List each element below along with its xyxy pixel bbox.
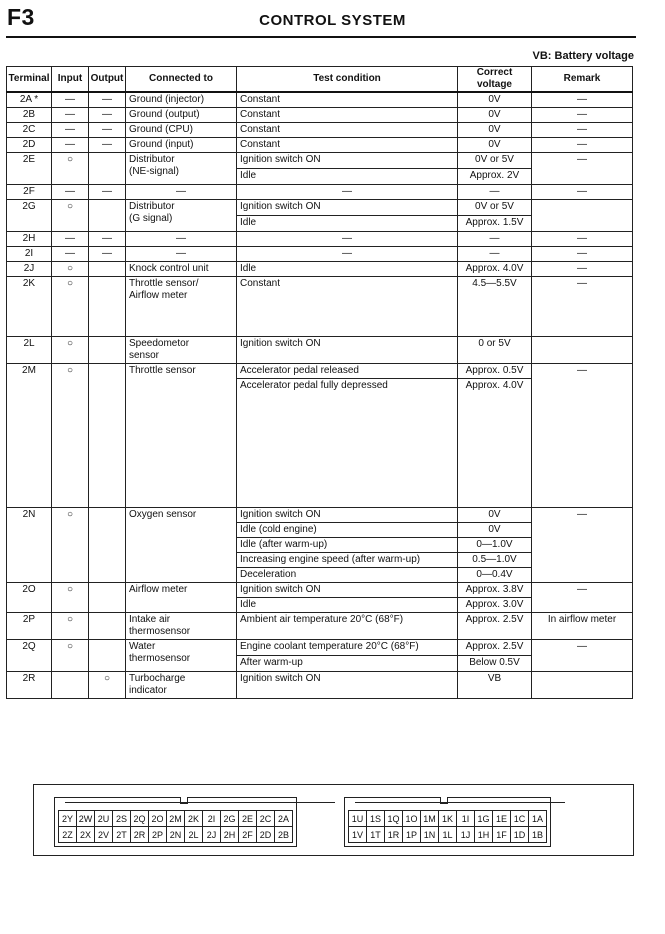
correct-voltage-cell: 0V [458, 523, 532, 538]
remark-cell: — [532, 262, 633, 277]
connector-diagram [33, 784, 634, 856]
pin-cell: 2A [275, 811, 293, 827]
input-cell: — [52, 108, 89, 123]
input-cell: ○ [52, 153, 89, 185]
correct-voltage-cell: 0.5—1.0V [458, 553, 532, 568]
pin-cell: 1T [367, 827, 385, 843]
pin-grid-2 [58, 810, 293, 843]
test-condition-cell: Idle [237, 262, 458, 277]
remark-cell [532, 337, 633, 364]
correct-voltage-cell: — [458, 232, 532, 247]
remark-cell: — [532, 364, 633, 508]
terminal-cell: 2Q [7, 640, 52, 672]
connected-to-cell: — [126, 185, 237, 200]
pin-cell: 2I [203, 811, 221, 827]
remark-cell: — [532, 508, 633, 583]
pin-cell: 1E [493, 811, 511, 827]
test-condition-cell: Ignition switch ON [237, 337, 458, 364]
pin-cell: 1U [349, 811, 367, 827]
output-cell [89, 613, 126, 640]
pin-cell: 2Y [59, 811, 77, 827]
terminal-cell: 2E [7, 153, 52, 185]
pin-cell: 2D [257, 827, 275, 843]
connected-to-cell: Speedometor sensor [126, 337, 237, 364]
pin-cell: 1P [403, 827, 421, 843]
terminal-cell: 2M [7, 364, 52, 508]
connected-to-cell: — [126, 232, 237, 247]
correct-voltage-cell: 0—1.0V [458, 538, 532, 553]
remark-cell: — [532, 583, 633, 613]
test-condition-cell: Constant [237, 108, 458, 123]
test-condition-cell: Ignition switch ON [237, 672, 458, 699]
correct-voltage-cell: Approx. 4.0V [458, 379, 532, 508]
remark-cell: In airflow meter [532, 613, 633, 640]
remark-cell: — [532, 108, 633, 123]
remark-cell: — [532, 247, 633, 262]
test-condition-cell: Ignition switch ON [237, 583, 458, 598]
connected-to-cell: Oxygen sensor [126, 508, 237, 583]
pin-cell: 2N [167, 827, 185, 843]
pin-cell: 2V [95, 827, 113, 843]
table-row [7, 200, 633, 216]
correct-voltage-cell: Approx. 0.5V [458, 364, 532, 379]
pin-cell: 1L [439, 827, 457, 843]
pin-cell: 1D [511, 827, 529, 843]
table-row [7, 640, 633, 656]
connected-to-cell: Ground (output) [126, 108, 237, 123]
test-condition-cell: Idle [237, 216, 458, 232]
terminal-cell: 2H [7, 232, 52, 247]
terminal-cell: 2L [7, 337, 52, 364]
output-cell [89, 364, 126, 508]
pin-row [349, 811, 547, 827]
correct-voltage-cell: — [458, 185, 532, 200]
correct-voltage-cell: Approx. 2V [458, 169, 532, 185]
connected-to-cell: Knock control unit [126, 262, 237, 277]
pin-cell: 2U [95, 811, 113, 827]
terminal-cell: 2R [7, 672, 52, 699]
remark-cell [532, 672, 633, 699]
connected-to-cell: Throttle sensor [126, 364, 237, 508]
terminal-cell: 2N [7, 508, 52, 583]
table-row [7, 232, 633, 247]
connector-block-1 [344, 797, 551, 847]
correct-voltage-cell: 0V or 5V [458, 153, 532, 169]
table-row [7, 92, 633, 108]
pin-cell: 1M [421, 811, 439, 827]
correct-voltage-cell: 0V [458, 138, 532, 153]
connected-to-cell: Ground (input) [126, 138, 237, 153]
correct-voltage-cell: VB [458, 672, 532, 699]
output-cell: — [89, 123, 126, 138]
output-cell [89, 508, 126, 583]
correct-voltage-cell: Approx. 2.5V [458, 640, 532, 656]
input-cell: ○ [52, 337, 89, 364]
test-condition-cell: Ignition switch ON [237, 153, 458, 169]
remark-cell: — [532, 232, 633, 247]
correct-voltage-cell: Approx. 1.5V [458, 216, 532, 232]
correct-voltage-cell: 0 or 5V [458, 337, 532, 364]
pin-cell: 1G [475, 811, 493, 827]
correct-voltage-cell: Approx. 3.8V [458, 583, 532, 598]
terminal-cell: 2C [7, 123, 52, 138]
pin-cell: 1O [403, 811, 421, 827]
test-condition-cell: After warm-up [237, 656, 458, 672]
correct-voltage-cell: Approx. 2.5V [458, 613, 532, 640]
pin-cell: 1S [367, 811, 385, 827]
pin-cell: 1A [529, 811, 547, 827]
remark-cell: — [532, 92, 633, 108]
correct-voltage-cell: 0V [458, 92, 532, 108]
pin-cell: 2K [185, 811, 203, 827]
test-condition-cell: Idle (cold engine) [237, 523, 458, 538]
table-row [7, 277, 633, 337]
pin-cell: 2P [149, 827, 167, 843]
remark-cell: — [532, 123, 633, 138]
pin-cell: 1Q [385, 811, 403, 827]
terminal-cell: 2G [7, 200, 52, 232]
input-cell: — [52, 138, 89, 153]
pin-cell: 2F [239, 827, 257, 843]
test-condition-cell: Idle [237, 598, 458, 613]
test-condition-cell: Constant [237, 123, 458, 138]
connector-latch [355, 802, 565, 808]
pin-cell: 1B [529, 827, 547, 843]
pin-cell: 2E [239, 811, 257, 827]
connected-to-cell: Intake air thermosensor [126, 613, 237, 640]
pin-cell: 1K [439, 811, 457, 827]
output-cell: ○ [89, 672, 126, 699]
input-cell: ○ [52, 364, 89, 508]
column-header-input: Input [52, 67, 89, 93]
output-cell [89, 337, 126, 364]
test-condition-cell: — [237, 247, 458, 262]
remark-cell: — [532, 153, 633, 185]
pin-cell: 2H [221, 827, 239, 843]
input-cell: — [52, 92, 89, 108]
input-cell: ○ [52, 277, 89, 337]
table-row [7, 364, 633, 379]
output-cell [89, 262, 126, 277]
input-cell: ○ [52, 508, 89, 583]
connected-to-cell: Throttle sensor/ Airflow meter [126, 277, 237, 337]
test-condition-cell: Idle (after warm-up) [237, 538, 458, 553]
remark-cell: — [532, 185, 633, 200]
terminal-cell: 2F [7, 185, 52, 200]
connected-to-cell: Water thermosensor [126, 640, 237, 672]
output-cell: — [89, 92, 126, 108]
pin-cell: 1R [385, 827, 403, 843]
output-cell: — [89, 247, 126, 262]
connected-to-cell: Ground (injector) [126, 92, 237, 108]
test-condition-cell: Ignition switch ON [237, 508, 458, 523]
output-cell: — [89, 108, 126, 123]
table-row [7, 337, 633, 364]
pin-cell: 2G [221, 811, 239, 827]
pin-cell: 2Z [59, 827, 77, 843]
input-cell: ○ [52, 613, 89, 640]
table-row [7, 185, 633, 200]
legend-note: VB: Battery voltage [532, 50, 634, 62]
pin-cell: 2B [275, 827, 293, 843]
column-header-output: Output [89, 67, 126, 93]
test-condition-cell: Constant [237, 277, 458, 337]
pin-cell: 1J [457, 827, 475, 843]
column-header-test-condition: Test condition [237, 67, 458, 93]
terminal-cell: 2O [7, 583, 52, 613]
remark-cell: — [532, 640, 633, 672]
test-condition-cell: Increasing engine speed (after warm-up) [237, 553, 458, 568]
pin-cell: 2X [77, 827, 95, 843]
pin-cell: 1V [349, 827, 367, 843]
terminal-cell: 2P [7, 613, 52, 640]
table-row [7, 108, 633, 123]
test-condition-cell: Engine coolant temperature 20°C (68°F) [237, 640, 458, 656]
pin-cell: 2T [113, 827, 131, 843]
table-row [7, 262, 633, 277]
output-cell [89, 583, 126, 613]
input-cell: ○ [52, 583, 89, 613]
correct-voltage-cell: Approx. 4.0V [458, 262, 532, 277]
connected-to-cell: Ground (CPU) [126, 123, 237, 138]
test-condition-cell: Accelerator pedal released [237, 364, 458, 379]
input-cell: ○ [52, 200, 89, 232]
output-cell: — [89, 232, 126, 247]
correct-voltage-cell: Below 0.5V [458, 656, 532, 672]
connected-to-cell: Distributor (G signal) [126, 200, 237, 232]
column-header-correct-voltage: Correct voltage [458, 67, 532, 93]
column-header-connected-to: Connected to [126, 67, 237, 93]
correct-voltage-cell: — [458, 247, 532, 262]
pin-cell: 1I [457, 811, 475, 827]
pin-cell: 1N [421, 827, 439, 843]
table-row [7, 672, 633, 699]
test-condition-cell: — [237, 185, 458, 200]
table-row [7, 508, 633, 523]
terminal-cell: 2J [7, 262, 52, 277]
connected-to-cell: Turbocharge indicator [126, 672, 237, 699]
output-cell: — [89, 138, 126, 153]
connected-to-cell: — [126, 247, 237, 262]
connected-to-cell: Airflow meter [126, 583, 237, 613]
input-cell: — [52, 185, 89, 200]
column-header-remark: Remark [532, 67, 633, 93]
input-cell: — [52, 232, 89, 247]
correct-voltage-cell: 0V or 5V [458, 200, 532, 216]
terminal-cell: 2K [7, 277, 52, 337]
input-cell [52, 672, 89, 699]
pin-grid-1 [348, 810, 547, 843]
pin-row [59, 811, 293, 827]
pin-cell: 2M [167, 811, 185, 827]
test-condition-cell: Deceleration [237, 568, 458, 583]
terminal-cell: 2I [7, 247, 52, 262]
output-cell [89, 200, 126, 232]
pin-cell: 2S [113, 811, 131, 827]
output-cell [89, 153, 126, 185]
table-header-row [7, 67, 633, 93]
connected-to-cell: Distributor (NE-signal) [126, 153, 237, 185]
test-condition-cell: Constant [237, 138, 458, 153]
table-row [7, 247, 633, 262]
table-row [7, 153, 633, 169]
table-body [7, 92, 633, 699]
correct-voltage-cell: 0V [458, 123, 532, 138]
connector-latch [65, 802, 335, 808]
header-rule [6, 36, 636, 38]
table-row [7, 123, 633, 138]
pin-cell: 1H [475, 827, 493, 843]
input-cell: ○ [52, 262, 89, 277]
section-code: F3 [7, 4, 35, 30]
pin-cell: 2O [149, 811, 167, 827]
input-cell: — [52, 123, 89, 138]
pin-cell: 1C [511, 811, 529, 827]
terminal-cell: 2D [7, 138, 52, 153]
correct-voltage-cell: 0V [458, 108, 532, 123]
remark-cell: — [532, 138, 633, 153]
test-condition-cell: Accelerator pedal fully depressed [237, 379, 458, 508]
test-condition-cell: Ambient air temperature 20°C (68°F) [237, 613, 458, 640]
remark-cell [532, 200, 633, 232]
table-row [7, 613, 633, 640]
correct-voltage-cell: 0—0.4V [458, 568, 532, 583]
output-cell [89, 277, 126, 337]
terminal-cell: 2A * [7, 92, 52, 108]
remark-cell: — [532, 277, 633, 337]
test-condition-cell: Ignition switch ON [237, 200, 458, 216]
terminal-table [6, 66, 633, 699]
column-header-terminal: Terminal [7, 67, 52, 93]
output-cell: — [89, 185, 126, 200]
pin-cell: 1F [493, 827, 511, 843]
output-cell [89, 640, 126, 672]
table-row [7, 138, 633, 153]
correct-voltage-cell: Approx. 3.0V [458, 598, 532, 613]
input-cell: — [52, 247, 89, 262]
terminal-cell: 2B [7, 108, 52, 123]
correct-voltage-cell: 0V [458, 508, 532, 523]
pin-cell: 2Q [131, 811, 149, 827]
pin-cell: 2W [77, 811, 95, 827]
pin-cell: 2L [185, 827, 203, 843]
input-cell: ○ [52, 640, 89, 672]
connector-block-2 [54, 797, 297, 847]
test-condition-cell: Idle [237, 169, 458, 185]
table-row [7, 583, 633, 598]
pin-cell: 2R [131, 827, 149, 843]
test-condition-cell: Constant [237, 92, 458, 108]
correct-voltage-cell: 4.5—5.5V [458, 277, 532, 337]
page-title: CONTROL SYSTEM [259, 12, 406, 29]
pin-cell: 2C [257, 811, 275, 827]
pin-row [349, 827, 547, 843]
pin-row [59, 827, 293, 843]
test-condition-cell: — [237, 232, 458, 247]
pin-cell: 2J [203, 827, 221, 843]
